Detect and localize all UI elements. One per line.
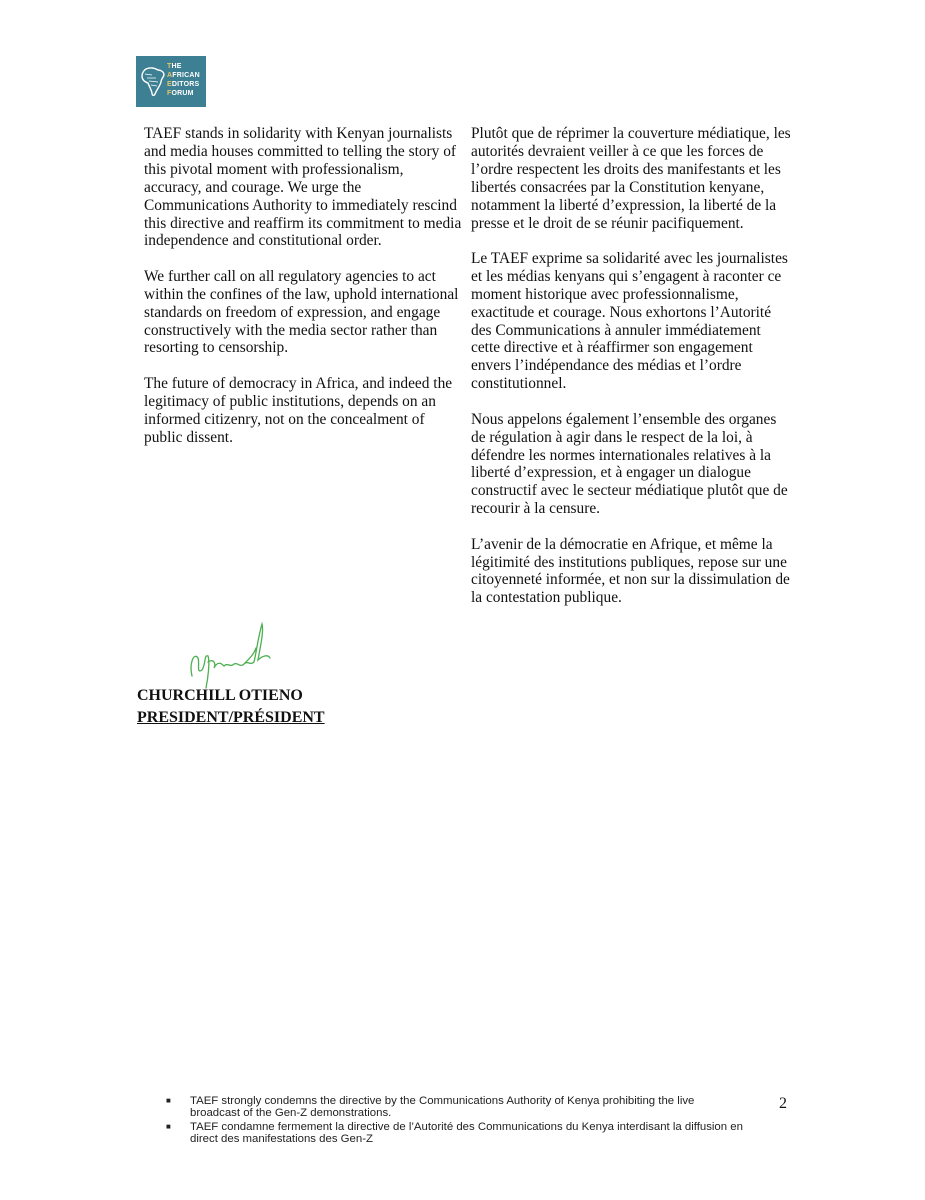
english-paragraph-3: The future of democracy in Africa, and indeed the legitimacy of public institutions, depends on an informed citizenry, not on the concealment of public dissent. (144, 374, 453, 446)
english-paragraph-1: TAEF stands in solidarity with Kenyan journalists and media houses committed to telling the story of this pivotal moment with professionalism, accuracy, and courage. We urge the Communications Authority to immediately rescind this directive and reaffirm its commitment to media independence and constitutional order. (144, 125, 462, 250)
signatory-block (137, 685, 325, 729)
french-paragraph-2: Le TAEF exprime sa solidarité avec les journalistes et les médias kenyans qui s’engagent à raconter ce moment historique avec professionnalisme, exactitude et courage. Nous exhortons l’Autorité des Communications à annuler immédiatement cette directive et à réaffirmer son engagement envers l’indépendance des médias et l’ordre constitutionnel. (471, 249, 788, 393)
bullet-square-icon: ■ (166, 1122, 171, 1131)
logo-line-editors: EDITORS (167, 81, 200, 88)
logo-line-the: THE (167, 63, 182, 70)
taef-logo (136, 56, 206, 107)
footnotes (166, 1095, 746, 1147)
english-paragraph-2: We further call on all regulatory agencies to act within the confines of the law, uphold international standards on freedom of expression, and engage constructively with the media sector rather than resorting to censorship. (144, 267, 459, 357)
africa-map-icon (140, 66, 170, 98)
english-column (144, 125, 462, 464)
logo-line-african: AFRICAN (167, 72, 200, 79)
logo-wordmark (167, 62, 200, 98)
footnote-french: TAEF condamne fermement la directive de l’Autorité des Communications du Kenya interdisant la diffusion en direct des manifestations des Gen-Z (190, 1121, 743, 1145)
bullet-square-icon: ■ (166, 1096, 171, 1105)
signatory-title: PRESIDENT/PRÉSIDENT (137, 709, 325, 726)
french-paragraph-4: L’avenir de la démocratie en Afrique, et même la légitimité des institutions publiques, repose sur une citoyenneté informée, et non sur la dissimulation de la contestation publique. (471, 535, 790, 607)
page-number: 2 (779, 1095, 787, 1112)
footnote-item (166, 1095, 746, 1119)
french-paragraph-1: Plutôt que de réprimer la couverture médiatique, les autorités devraient veiller à ce que les forces de l’ordre respectent les droits des manifestants et les libertés consacrées par la Constitution kenyane, notamment la liberté d’expression, la liberté de la presse et le droit de se réunir pacifiquement. (471, 125, 791, 232)
signatory-name: CHURCHILL OTIENO (137, 687, 303, 704)
footnote-english: TAEF strongly condemns the directive by the Communications Authority of Kenya prohibiting the live broadcast of the Gen-Z demonstrations. (190, 1095, 695, 1119)
logo-line-forum: FORUM (167, 90, 194, 97)
handwritten-signature (184, 618, 274, 690)
french-paragraph-3: Nous appelons également l’ensemble des organes de régulation à agir dans le respect de la loi, à défendre les normes internationales relatives à la liberté d’expression, et à engager un dialogue constructif avec le secteur médiatique plutôt que de recourir à la censure. (471, 410, 788, 518)
footnote-item (166, 1121, 746, 1145)
french-column (471, 125, 791, 625)
